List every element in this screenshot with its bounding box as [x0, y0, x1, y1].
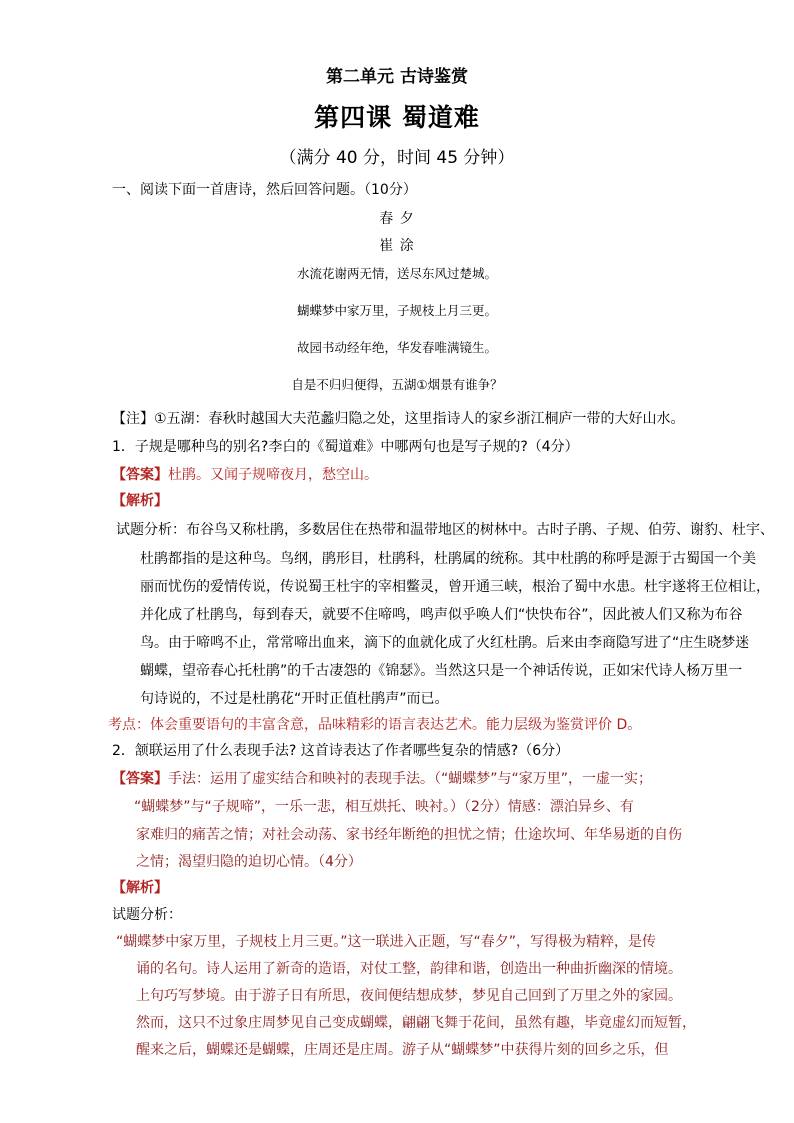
analysis-line: “蝴蝶梦中家万里，子规枝上月三更。”这一联进入正题，写“春夕”，写得极为精粹，是传 — [116, 934, 657, 950]
answer-line: 家难归的痛苦之情；对社会动荡、家书经年断绝的担忧之情；仕途坎坷、年华易逝的自伤 — [136, 827, 682, 843]
analysis-tag: 【解析】 — [112, 880, 168, 896]
analysis-line: 然而，这只不过象庄周梦见自己变成蝴蝶，翩翩飞舞于花间，虽然有趣，毕竟虚幻而短暂， — [136, 1015, 696, 1031]
poem-note: 【注】①五湖：春秋时越国大夫范蠡归隐之处，这里指诗人的家乡浙江桐庐一带的大好山水。 — [112, 411, 685, 427]
question-1: 1．子规是哪种鸟的别名?李白的《蜀道难》中哪两句也是写子规的?（4分） — [112, 439, 579, 455]
section1-instruction: 一、阅读下面一首唐诗，然后回答问题。（10分） — [112, 182, 417, 198]
answer-2 — [112, 768, 772, 788]
answer-line: “蝴蝶梦”与“子规啼”，一乐一悲，相互烘托、映衬。）（2分）情感：漂泊异乡、有 — [134, 799, 634, 815]
poem-line: 故园书动经年绝，华发春唯满镜生。 — [296, 340, 497, 355]
answer-1 — [112, 464, 772, 484]
lesson-title: 第四课 蜀道难 — [314, 103, 480, 132]
analysis-line: 醒来之后，蝴蝶还是蝴蝶，庄周还是庄周。游子从“蝴蝶梦”中获得片刻的回乡之乐，但 — [136, 1042, 669, 1058]
answer-tag: 【答案】 — [112, 771, 168, 787]
kaodian-note: 考点：体会重要语句的丰富含意，品味精彩的语言表达艺术。能力层级为鉴赏评价 D。 — [108, 717, 642, 733]
analysis-head: 试题分析： — [112, 907, 182, 923]
analysis-tag: 【解析】 — [112, 493, 168, 509]
answer-line: 之情；渴望归隐的迫切心情。（4分） — [136, 854, 362, 870]
poem-line: 自是不归归便得，五湖①烟景有谁争？ — [291, 377, 503, 392]
analysis-line: 并化成了杜鹃鸟，每到春天，就要不住啼鸣，鸣声似乎唤人们“快快布谷”，因此被人们又称为布谷 — [140, 607, 743, 623]
question-2: 2．颔联运用了什么表现手法? 这首诗表达了作者哪些复杂的情感?（6分） — [112, 743, 570, 759]
poem-author: 崔 涂 — [379, 238, 415, 254]
poem-title: 春 夕 — [379, 211, 415, 227]
analysis-line: 杜鹃都指的是这种鸟。鸟纲，鹃形目，杜鹃科，杜鹃属的统称。其中杜鹃的称呼是源于古蜀国一个美 — [140, 551, 756, 567]
analysis-line: 诵的名句。诗人运用了新奇的造语，对仗工整，韵律和谐，创造出一种曲折幽深的情境。 — [136, 961, 682, 977]
answer-text: 手法：运用了虚实结合和映衬的表现手法。（“蝴蝶梦”与“家万里”，一虚一实； — [168, 771, 653, 787]
score-time-note: （满分 40 分，时间 45 分钟） — [279, 148, 515, 168]
analysis-line: 蝴蝶，望帝春心托杜鹃”的千古凄怨的《锦瑟》。当然这只是一个神话传说，正如宋代诗人杨万里一 — [140, 663, 743, 679]
unit-title: 第二单元 古诗鉴赏 — [326, 67, 468, 87]
analysis-line: 句诗说的，不过是杜鹃花“开时正值杜鹃声”而已。 — [140, 691, 449, 707]
analysis-line: 试题分析：布谷鸟又称杜鹃，多数居住在热带和温带地区的树林中。古时子鹃、子规、伯劳、谢豹、杜宇、 — [116, 522, 774, 538]
analysis-line: 丽而忧伤的爱情传说，传说蜀王杜宇的宰相鳖灵，曾开通三峡，根治了蜀中水患。杜宇遂将王位相让， — [140, 579, 770, 595]
answer-text: 杜鹃。又闻子规啼夜月，愁空山。 — [168, 467, 378, 483]
poem-line: 蝴蝶梦中家万里，子规枝上月三更。 — [296, 303, 497, 318]
answer-tag: 【答案】 — [112, 467, 168, 483]
poem-line: 水流花谢两无情，送尽东风过楚城。 — [296, 266, 497, 281]
analysis-line: 上句巧写梦境。由于游子日有所思，夜间便结想成梦，梦见自己回到了万里之外的家园。 — [136, 988, 682, 1004]
analysis-line: 鸟。由于啼鸣不止，常常啼出血来，滴下的血就化成了火红杜鹃。后来由李商隐写进了“庄生晓梦迷 — [140, 635, 750, 651]
